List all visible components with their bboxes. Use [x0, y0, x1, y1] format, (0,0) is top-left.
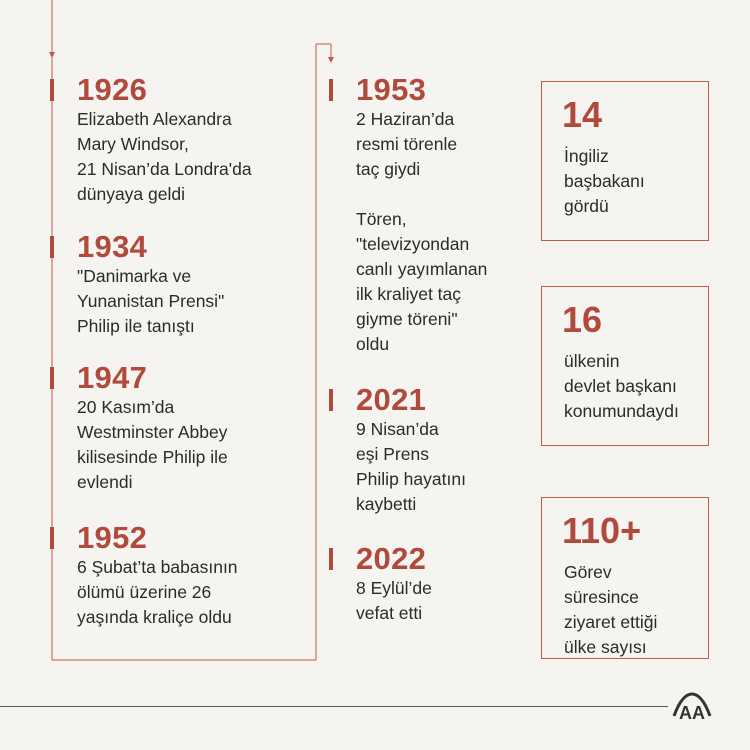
timeline-entry: [356, 73, 526, 357]
entry-year: 1952: [77, 520, 148, 555]
arrow-down-icon: [328, 57, 334, 63]
logo-text: AA: [679, 703, 705, 722]
stat-box: [541, 81, 709, 241]
stat-box: [541, 286, 709, 446]
arrow-down-icon: [49, 52, 55, 58]
stat-box: [541, 497, 709, 659]
aa-logo-icon: [672, 690, 712, 722]
timeline-entry: [77, 73, 297, 207]
entry-year: 2022: [356, 541, 427, 576]
timeline-entry: [77, 521, 297, 630]
stat-text: Görev süresince ziyaret ettiği ülke sayısı: [564, 562, 658, 657]
entry-year: 1926: [77, 72, 148, 107]
timeline-marker: [50, 79, 54, 101]
entry-text: 2 Haziran’da resmi törenle taç giydi Tören, "televizyondan canlı yayımlanan ilk kraliyet taç giyme töreni" oldu: [356, 109, 488, 354]
timeline-entry: [77, 361, 297, 495]
timeline-entry: [356, 383, 526, 517]
entry-text: 9 Nisan’da eşi Prens Philip hayatını kaybetti: [356, 419, 466, 514]
entry-text: 6 Şubat’ta babasının ölümü üzerine 26 yaşında kraliçe oldu: [77, 557, 238, 627]
entry-year: 1947: [77, 360, 148, 395]
timeline-entry: [77, 230, 297, 339]
footer-divider: [0, 706, 668, 707]
entry-text: 8 Eylül’de vefat etti: [356, 578, 432, 623]
entry-text: Elizabeth Alexandra Mary Windsor, 21 Nisan’da Londra'da dünyaya geldi: [77, 109, 252, 204]
timeline-marker: [329, 79, 333, 101]
entry-year: 1953: [356, 72, 427, 107]
stat-text: ülkenin devlet başkanı konumundaydı: [564, 351, 679, 421]
entry-year: 2021: [356, 382, 427, 417]
timeline-entry: [356, 542, 526, 626]
stat-number: 110+: [562, 510, 642, 551]
stat-number: 14: [562, 94, 603, 135]
timeline-marker: [50, 367, 54, 389]
entry-text: "Danimarka ve Yunanistan Prensi" Philip ile tanıştı: [77, 266, 225, 336]
entry-year: 1934: [77, 229, 148, 264]
timeline-marker: [329, 548, 333, 570]
timeline-marker: [50, 236, 54, 258]
timeline-marker: [329, 389, 333, 411]
stat-number: 16: [562, 299, 603, 340]
timeline-marker: [50, 527, 54, 549]
stat-text: İngiliz başbakanı gördü: [564, 146, 645, 216]
entry-text: 20 Kasım’da Westminster Abbey kilisesinde Philip ile evlendi: [77, 397, 228, 492]
